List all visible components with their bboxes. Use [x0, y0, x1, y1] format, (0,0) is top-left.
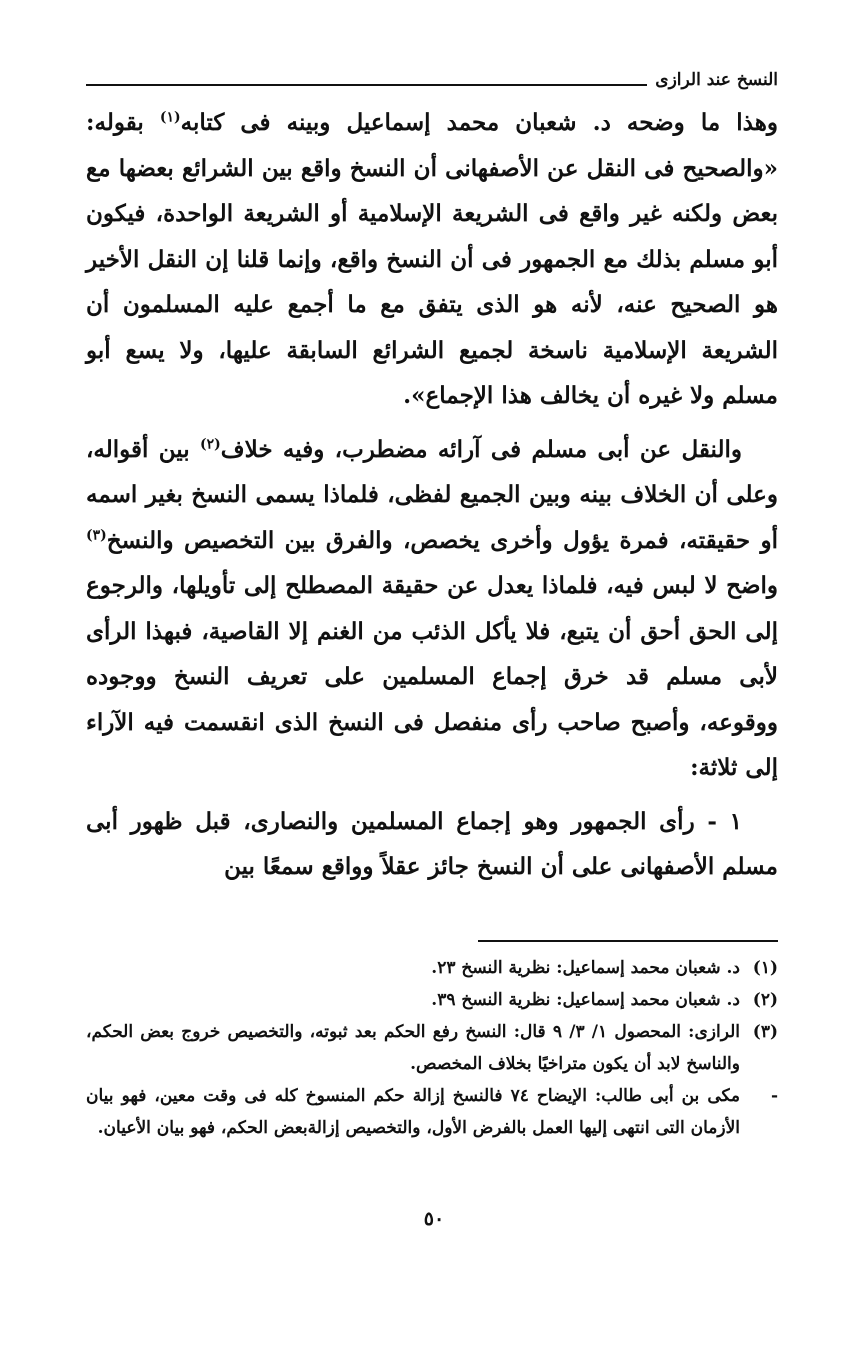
- footnote-ref-1: (١): [159, 109, 181, 126]
- paragraph-2: [86, 427, 778, 791]
- paragraph-3: ١ - رأى الجمهور وهو إجماع المسلمين والنصارى، قبل ظهور أبى مسلم الأصفهانى على أن النسخ جائز عقلاً وواقع سمعًا بين: [86, 807, 778, 880]
- running-head-rule: [86, 84, 647, 86]
- paragraph-1-text-a: وهذا ما وضحه د. شعبان محمد إسماعيل وبينه فى كتابه: [180, 109, 778, 136]
- paragraph-2-text-c: واضح لا لبس فيه، فلماذا يعدل عن حقيقة المصطلح إلى تأويلها، والرجوع إلى الحق أحق أن يتبع، فلا يأكل الذئب من الغنم إلا القاصية، فبهذا الرأى لأبى مسلم قد خرق إجماع المسلمين على تعريف النسخ ووجوده ووقوعه، وأصبح صاحب رأى منفصل فى النسخ الذى انقسمت فيه الآراء إلى ثلاثة:: [86, 572, 778, 781]
- footnote-text: د. شعبان محمد إسماعيل: نظرية النسخ ٣٩.: [431, 990, 740, 1010]
- footnote-ref-3: (٣): [86, 526, 107, 543]
- footnote-3-continued: [86, 1080, 778, 1144]
- footnote-2: [86, 984, 778, 1016]
- footnote-number: (٢): [752, 990, 778, 1010]
- footnote-text: الرازى: المحصول ١/ ٣/ ٩ قال: النسخ رفع الحكم بعد ثبوته، والتخصيص خروج بعض الحكم، والناسخ لابد أن يكون متراخيًا بخلاف المخصص.: [86, 1022, 740, 1074]
- paragraph-1: [86, 100, 778, 419]
- footnote-3: [86, 1016, 778, 1080]
- footnote-number: (٣): [752, 1022, 778, 1042]
- footnote-text: د. شعبان محمد إسماعيل: نظرية النسخ ٢٣.: [431, 958, 740, 978]
- footnote-text: مكى بن أبى طالب: الإيضاح ٧٤ فالنسخ إزالة حكم المنسوخ كله فى وقت معين، فهو بيان الأزمان التى انتهى إليها العمل بالفرض الأول، والتخصيص إزالةبعض الحكم، فهو بيان الأعيان.: [86, 1086, 740, 1138]
- paragraph-1-text-b: بقوله: «والصحيح فى النقل عن الأصفهانى أن النسخ واقع بين الشرائع بعضها مع بعض ولكنه غير واقع فى الشريعة الإسلامية أو الشريعة الواحدة، فيكون أبو مسلم بذلك مع الجمهور فى أن النسخ واقع، وإنما قلنا إن النقل الأخير هو الصحيح عنه، لأنه هو الذى يتفق مع ما أجمع عليه المسلمون أن الشريعة الإسلامية ناسخة لجميع الشرائع السابقة عليها، ولا يسع أبو مسلم ولا غيره أن يخالف هذا الإجماع».: [86, 109, 779, 409]
- page-number: ٥٠: [423, 1208, 445, 1230]
- paragraph-2-text-b: بين أقواله، وعلى أن الخلاف بينه وبين الجميع لفظى، فلماذا يسمى النسخ بغير اسمه أو حقيقته، فمرة يؤول وأخرى يخصص، والفرق بين التخصيص والنسخ: [86, 435, 778, 554]
- footnotes: [86, 952, 778, 1144]
- footnote-number: (١): [752, 958, 778, 978]
- footnote-dash: -: [770, 1086, 778, 1106]
- running-head-title: النسخ عند الرازى: [655, 70, 778, 90]
- main-text: [86, 100, 778, 890]
- footnote-1: [86, 952, 778, 984]
- footnote-ref-2: (٢): [200, 435, 221, 452]
- paragraph-2-text-a: والنقل عن أبى مسلم فى آرائه مضطرب، وفيه خلاف: [220, 435, 742, 463]
- footnote-separator: [478, 940, 778, 942]
- running-head: [86, 60, 778, 90]
